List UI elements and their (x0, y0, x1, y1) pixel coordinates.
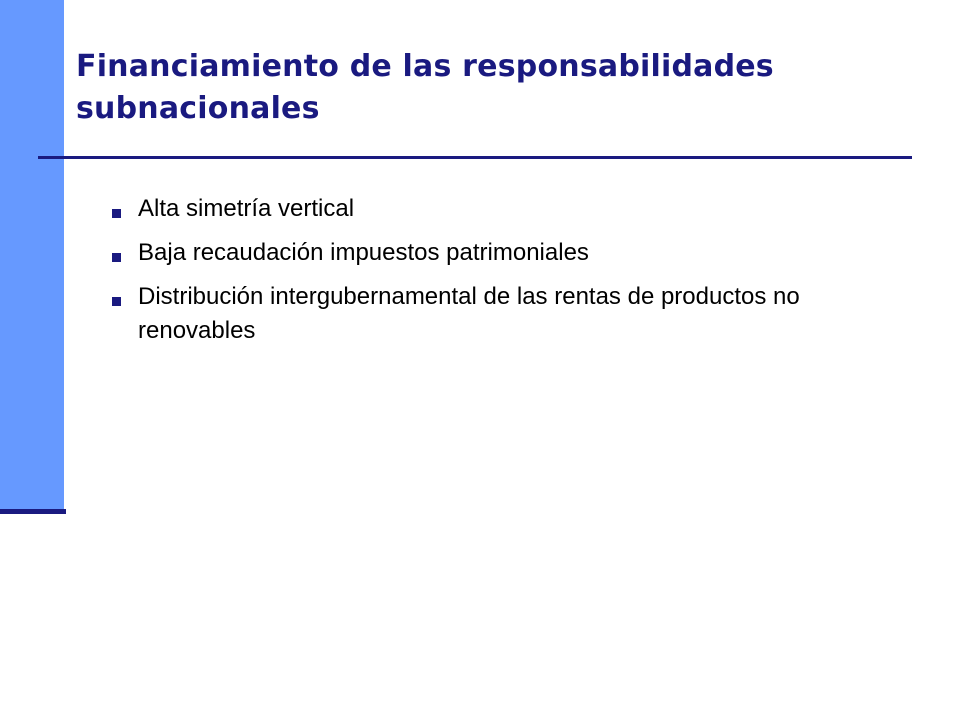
square-bullet-icon (112, 209, 121, 218)
bullet-text: Baja recaudación impuestos patrimoniales (138, 239, 589, 266)
bullet-item (110, 236, 830, 270)
accent-bar-rule (0, 509, 66, 514)
bullet-list (110, 192, 830, 358)
square-bullet-icon (112, 297, 121, 306)
bullet-text: Alta simetría vertical (138, 195, 355, 222)
accent-bar (0, 0, 64, 510)
bullet-text: Distribución intergubernamental de las rentas de productos no renovables (138, 283, 800, 344)
square-bullet-icon (112, 253, 121, 262)
bullet-item (110, 192, 830, 226)
bullet-item (110, 280, 830, 348)
slide-title: Financiamiento de las responsabilidades subnacionales (76, 49, 774, 126)
title-divider (38, 156, 912, 159)
